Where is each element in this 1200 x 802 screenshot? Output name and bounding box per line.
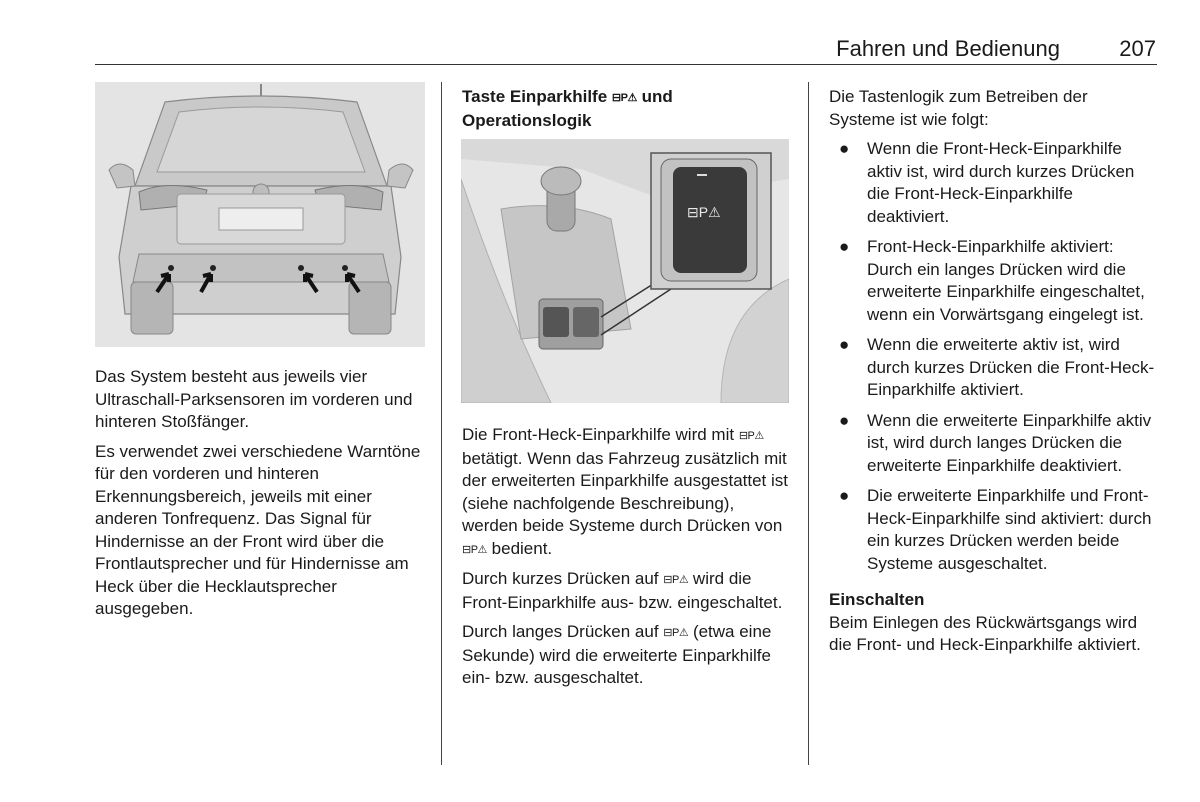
column-divider-2	[808, 82, 809, 765]
column-3	[829, 86, 1157, 664]
paragraph-button-usage: Die Front-Heck-Einparkhilfe wird mit ⊟P⚠ betätigt. Wenn das Fahrzeug zusätzlich mit der erweiterten Einparkhilfe ausgestattet ist (siehe nachfolgende Beschreibung), werden beide Systeme durch Drücken von ⊟P⚠ bedient.	[462, 424, 788, 561]
paragraph-short-press: Durch kurzes Drücken auf ⊟P⚠ wird die Front-Einparkhilfe aus- bzw. eingeschaltet.	[462, 569, 783, 612]
bullet-icon: ●	[839, 139, 850, 158]
rear-car-illustration	[95, 82, 425, 347]
bullet-icon: ●	[839, 410, 850, 430]
list-item: ● Front-Heck-Einparkhilfe aktiviert: Durch ein langes Drücken wird die erweiterte Einparkhilfe eingeschaltet, wenn ein Vorwärtsgang eingelegt ist.	[839, 237, 1145, 324]
subheading-einschalten: Einschalten	[829, 590, 925, 609]
bullet-icon: ●	[839, 486, 850, 505]
column-2	[462, 86, 788, 136]
parking-button-symbol: ⊟P⚠	[462, 543, 487, 556]
column-2-body	[462, 424, 788, 697]
column-divider-1	[441, 82, 442, 765]
paragraph-sensors: Das System besteht aus jeweils vier Ultraschall-Parksensoren im vorderen und hinteren Stoßfänger.	[95, 367, 413, 431]
bullet-icon: ●	[839, 237, 850, 256]
paragraph-warning-tones: Es verwendet zwei verschiedene Warntöne für den vorderen und hinteren Erkennungsbereich, jeweils mit einer anderen Tonfrequenz. Das Signal für Hindernisse an der Front wird über die Frontlautsprecher und für Hindernisse am Heck über die Hecklautsprecher ausgegeben.	[95, 441, 421, 618]
section-title: Fahren und Bedienung	[836, 36, 1060, 61]
page-number: 207	[1119, 36, 1156, 61]
car-rear-drawing	[95, 82, 425, 347]
list-item: ● Wenn die erweiterte aktiv ist, wird durch kurzes Drücken die Front-Heck-Einparkhilfe aktiviert.	[839, 335, 1155, 399]
parking-button-symbol: ⊟P⚠	[738, 430, 764, 442]
parking-button-symbol: ⊟P⚠	[663, 574, 689, 586]
parking-button-symbol: ⊟P⚠	[611, 92, 637, 104]
paragraph-long-press: Durch langes Drücken auf ⊟P⚠ (etwa eine Sekunde) wird die erweiterte Einparkhilfe ein- bzw. ausgeschaltet.	[462, 622, 772, 687]
list-item: ● Die erweiterte Einparkhilfe und Front-Heck-Einparkhilfe sind aktiviert: durch ein kurzes Drücken werden beide Systeme ausgeschaltet.	[839, 486, 1152, 573]
section-heading: Taste Einparkhilfe ⊟P⚠ und Operationslogik	[462, 87, 673, 130]
svg-text:⊟P⚠: ⊟P⚠	[687, 204, 721, 220]
logic-list	[829, 138, 1157, 575]
parking-button-illustration	[461, 139, 789, 403]
paragraph-reverse-gear: Beim Einlegen des Rückwärtsgangs wird die Front- und Heck-Einparkhilfe aktiviert.	[829, 612, 1141, 654]
parking-button-symbol: ⊟P⚠	[663, 627, 689, 639]
column-1	[95, 366, 425, 628]
list-item: ● Wenn die Front-Heck-Einparkhilfe aktiv ist, wird durch kurzes Drücken die Front-Heck-Einparkhilfe deaktiviert.	[839, 139, 1135, 226]
header-rule	[95, 64, 1157, 65]
paragraph-logic-intro: Die Tastenlogik zum Betreiben der Systeme ist wie folgt:	[829, 87, 1088, 129]
console-drawing	[461, 139, 789, 403]
list-item: ● Wenn die erweiterte Einparkhilfe aktiv ist, wird durch langes Drücken die erweiterte Einparkhilfe deaktiviert.	[839, 410, 1152, 475]
bullet-icon: ●	[839, 335, 850, 354]
